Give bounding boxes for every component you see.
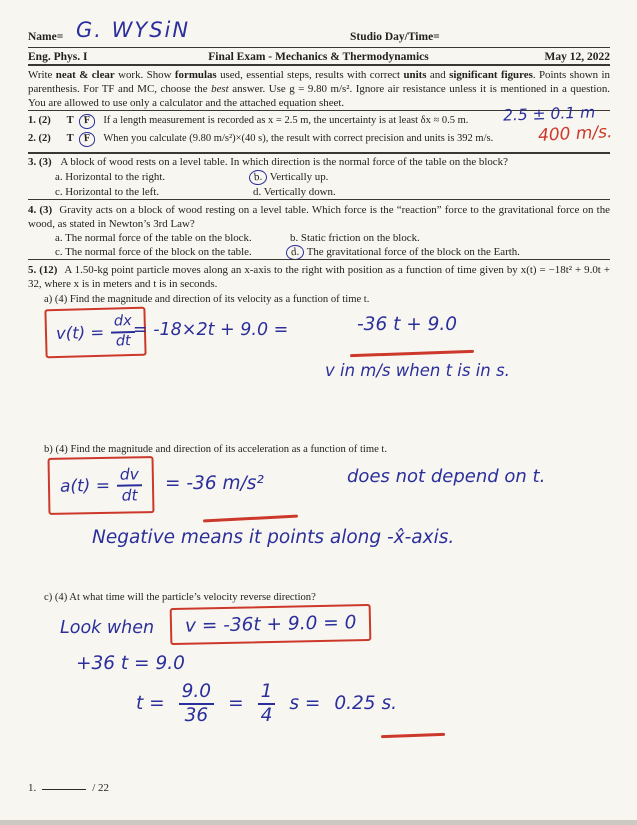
velocity-formula-lhs: v(t) = [55, 322, 105, 344]
q4-option-b-text: Static friction on the block. [300, 232, 420, 244]
boxed-velocity-zero-equation [170, 604, 372, 645]
question-3 [28, 156, 508, 168]
q2-answer-circle [79, 131, 97, 147]
q2-true-option: T [66, 133, 74, 144]
q1-answer-circle [79, 113, 97, 129]
q4-option-d-text: The gravitational force of the block on the Earth. [306, 246, 520, 258]
instructions-text: used, essential steps, results with correct [216, 69, 404, 81]
course-label: Eng. Phys. I [28, 51, 88, 63]
q1-number: 1. (2) [28, 115, 51, 126]
question-5 [28, 263, 610, 291]
fraction-numerator: 9.0 [179, 682, 214, 705]
q1-true-option: T [66, 115, 74, 126]
q3-option-a-text: Horizontal to the right. [65, 171, 166, 183]
instructions-bold-significant-figures: significant figures [449, 69, 533, 81]
q2-handwritten-answer: 400 m/s. [537, 122, 613, 146]
instructions-text: Write [28, 69, 56, 81]
q4-option-d-label: d. [290, 245, 300, 259]
time-result-underline [381, 733, 445, 738]
part-c-solution-line [136, 682, 397, 726]
q4-text: Gravity acts on a block of wood resting on a level table. Which force is the “reaction” force to the gravitational force on the wood, as stated in Newton’s 3rd Law? [28, 204, 610, 230]
acceleration-result: = -36 m/s² [165, 473, 264, 494]
q3-number: 3. (3) [28, 156, 52, 168]
q4-divider [28, 259, 610, 260]
part-c-step-1: +36 t = 9.0 [76, 653, 185, 674]
q3-option-b [249, 170, 328, 185]
studio-day-time-label: Studio Day/Time= [350, 31, 440, 43]
equals-sign: = [228, 693, 244, 715]
q4-option-c-text: The normal force of the block on the table. [65, 246, 252, 258]
question-4 [28, 203, 610, 231]
q3-answer-circle [248, 169, 267, 186]
instructions-text: answer. Use g = 9.80 m/s². Ignore air resistance unless it is mentioned in a question. You are allowed to use only a calculator and the attached equation sheet. [28, 83, 611, 109]
score-line [28, 779, 109, 794]
q3-option-c [55, 186, 159, 198]
instructions [28, 68, 610, 110]
fraction-numerator: 1 [258, 682, 276, 705]
seconds-equals: s = [289, 693, 321, 715]
q2-text: When you calculate (9.80 m/s²)×(40 s), the result with correct precision and units is 392 m/s. [103, 133, 494, 144]
header-divider-top [28, 47, 610, 48]
q1-handwritten-answer: 2.5 ± 0.1 m [502, 103, 596, 125]
velocity-result-underline [350, 350, 474, 357]
q3-option-a-label: a. [55, 171, 63, 183]
q3-option-d [253, 186, 336, 198]
dv-dt-fraction [117, 466, 143, 504]
velocity-derivation-step: = -18×2t + 9.0 = [133, 320, 289, 340]
acceleration-note-2: Negative means it points along -x̂-axis. [92, 527, 455, 548]
part-c-intro: Look when [60, 618, 155, 638]
fraction-numerator: dv [117, 466, 142, 486]
q2-false-option: F [83, 132, 92, 145]
q1-false-option: F [83, 114, 92, 127]
one-quarter-fraction [258, 682, 276, 726]
q4-number: 4. (3) [28, 204, 53, 216]
instructions-bold-units: units [403, 69, 427, 81]
exam-title: Final Exam - Mechanics & Thermodynamics [208, 51, 429, 63]
q1-text: If a length measurement is recorded as x = 2.5 m, the uncertainty is at least δx ≈ 0.5 m. [103, 115, 469, 126]
q3-option-c-label: c. [55, 186, 63, 198]
instructions-text: . Points shown in parenthesis. For TF and MC, choose the [28, 69, 610, 95]
q4-option-a-text: The normal force of the table on the block. [65, 232, 252, 244]
handwritten-name: G. WYSiN [76, 18, 191, 42]
q2-number: 2. (2) [28, 133, 51, 144]
t-equals: t = [136, 693, 165, 715]
q3-text: A block of wood rests on a level table. In which direction is the normal force of the table on the block? [60, 156, 508, 168]
instructions-text: work. Show [114, 69, 175, 81]
instructions-italic-best: best [211, 83, 229, 95]
acceleration-result-underline [203, 515, 298, 523]
q3-option-d-text: Vertically down. [263, 186, 336, 198]
q3-option-c-text: Horizontal to the left. [65, 186, 160, 198]
instructions-text: and [426, 69, 450, 81]
q4-option-a [55, 232, 252, 244]
velocity-zero-equation: v = -36t + 9.0 = 0 [184, 612, 357, 637]
q4-option-c-label: c. [55, 246, 63, 258]
question-2 [28, 132, 493, 147]
nine-over-thirtysix-fraction [179, 682, 214, 726]
fraction-denominator: 4 [260, 704, 273, 726]
fraction-denominator: dt [121, 486, 138, 505]
time-result: 0.25 s. [334, 693, 397, 715]
q4-option-b [290, 232, 420, 244]
q3-option-a [55, 171, 165, 183]
q3-option-d-label: d. [253, 186, 262, 198]
dx-dt-fraction [111, 314, 136, 350]
boxed-formula-acceleration [48, 456, 155, 515]
acceleration-formula-lhs: a(t) = [59, 475, 111, 497]
instructions-bold-neat-clear: neat & clear [55, 69, 115, 81]
score-total: / 22 [92, 782, 110, 794]
fraction-denominator: 36 [184, 704, 209, 726]
q5-part-b-label: b) (4) Find the magnitude and direction of its acceleration as a function of time t. [44, 444, 388, 455]
velocity-result: -36 t + 9.0 [357, 314, 458, 335]
q3-divider [28, 199, 610, 200]
q4-option-d [286, 245, 520, 260]
score-blank [42, 779, 86, 790]
q2-divider [28, 152, 610, 154]
q5-number: 5. (12) [28, 264, 58, 276]
fraction-denominator: dt [115, 332, 131, 350]
acceleration-note-1: does not depend on t. [347, 466, 546, 487]
q5-part-c-label: c) (4) At what time will the particle’s velocity reverse direction? [44, 592, 316, 603]
question-1 [28, 114, 468, 129]
fraction-numerator: dx [111, 314, 135, 333]
q3-option-b-text: Vertically up. [269, 171, 329, 183]
q4-option-b-label: b. [290, 232, 299, 244]
name-label: Name= [28, 31, 64, 43]
q5-text: A 1.50-kg point particle moves along an x-axis to the right with position as a function of time given by x(t) = −18t² + 9.0t + 32, where x is in meters and t is in seconds. [28, 264, 610, 290]
header-divider-bottom [28, 64, 610, 66]
exam-date: May 12, 2022 [544, 51, 610, 63]
instructions-bold-formulas: formulas [174, 69, 217, 81]
q4-option-a-label: a. [55, 232, 63, 244]
q3-option-b-label: b. [253, 170, 263, 184]
boxed-formula-velocity [44, 307, 146, 359]
q5-part-a-label: a) (4) Find the magnitude and direction of its velocity as a function of time t. [44, 294, 370, 305]
velocity-units-note: v in m/s when t is in s. [325, 361, 510, 380]
q4-option-c [55, 246, 252, 258]
scan-edge [0, 820, 637, 825]
score-page-number: 1. [28, 782, 37, 794]
